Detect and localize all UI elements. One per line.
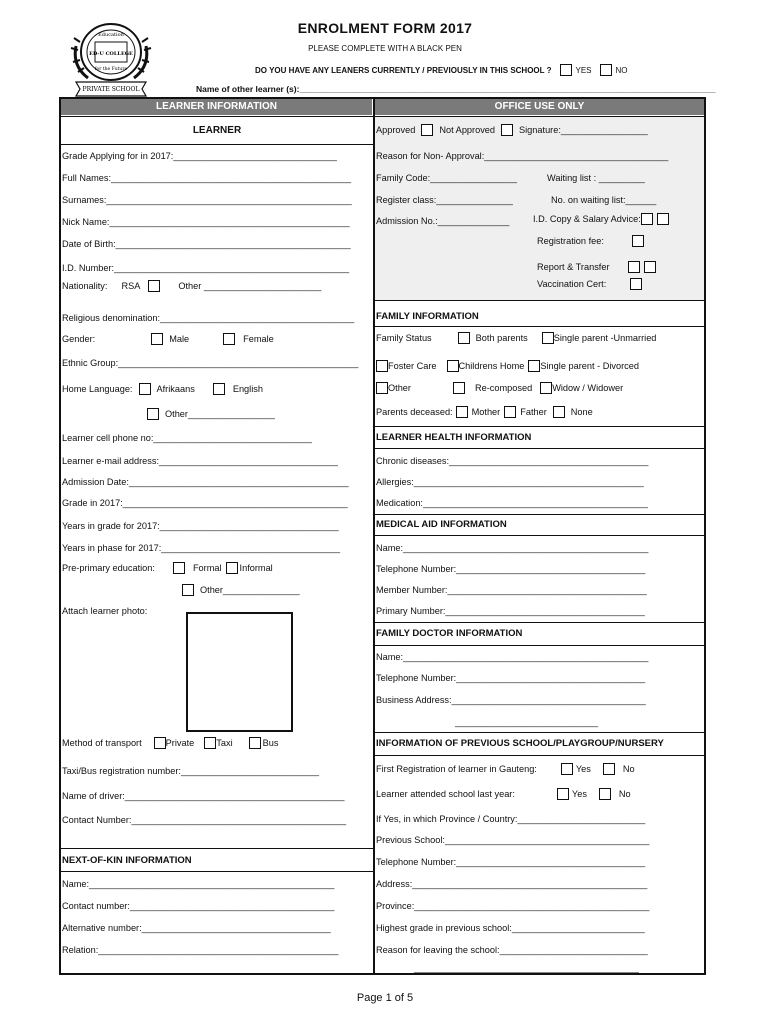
logo-text-top: Education bbox=[98, 32, 124, 38]
nok-name-field[interactable]: Name:________________________________________________ bbox=[62, 879, 335, 889]
yes-label: YES bbox=[575, 65, 592, 75]
register-class-field[interactable]: Register class:_______________ bbox=[376, 195, 513, 205]
doctor-address-field[interactable]: Business Address:______________________________________ bbox=[376, 695, 646, 705]
logo-banner: PRIVATE SCHOOL bbox=[82, 86, 140, 93]
transport-row bbox=[62, 737, 278, 749]
both-parents-checkbox[interactable] bbox=[458, 332, 470, 344]
vaccination-row bbox=[537, 278, 642, 290]
doctor-name-field[interactable]: Name:________________________________________________ bbox=[376, 652, 649, 662]
informal-checkbox[interactable] bbox=[226, 562, 238, 574]
attended-school-label: Learner attended school last year: bbox=[376, 789, 515, 799]
nok-alt-field[interactable]: Alternative number:_____________________________________ bbox=[62, 923, 331, 933]
family-information-heading: FAMILY INFORMATION bbox=[376, 311, 479, 322]
ethnic-group-field[interactable]: Ethnic Group:_______________________________________________ bbox=[62, 358, 359, 368]
not-approved-checkbox[interactable] bbox=[501, 124, 513, 136]
both-parents-label: Both parents bbox=[475, 333, 528, 343]
waiting-list-field[interactable]: Waiting list : _________ bbox=[547, 173, 645, 183]
medical-aid-primary-field[interactable]: Primary Number:_______________________________________ bbox=[376, 606, 645, 616]
family-other-label: Other bbox=[388, 383, 411, 393]
column-divider bbox=[373, 97, 375, 975]
widow-checkbox[interactable] bbox=[540, 382, 552, 394]
driver-name-field[interactable]: Name of driver:___________________________________________ bbox=[62, 791, 345, 801]
previous-school-province-field[interactable]: Province:______________________________________________ bbox=[376, 901, 650, 911]
no-label: NO bbox=[615, 65, 628, 75]
religious-field[interactable]: Religious denomination:______________________________________ bbox=[62, 313, 355, 323]
language-other-field[interactable]: Other_________________ bbox=[165, 409, 275, 419]
date-of-birth-field[interactable]: Date of Birth:______________________________________________ bbox=[62, 239, 351, 249]
recomposed-checkbox[interactable] bbox=[453, 382, 465, 394]
not-approved-label: Not Approved bbox=[439, 125, 496, 135]
surnames-field[interactable]: Surnames:________________________________________________ bbox=[62, 195, 352, 205]
medication-field[interactable]: Medication:____________________________________________ bbox=[376, 498, 648, 508]
health-information-heading: LEARNER HEALTH INFORMATION bbox=[376, 432, 532, 443]
taxi-checkbox[interactable] bbox=[204, 737, 216, 749]
informal-label: Informal bbox=[239, 563, 273, 573]
years-grade-field[interactable]: Years in grade for 2017:___________________________________ bbox=[62, 521, 339, 531]
grade-2017-field[interactable]: Grade in 2017:____________________________________________ bbox=[62, 498, 348, 508]
english-checkbox[interactable] bbox=[213, 383, 225, 395]
grade-applying-field[interactable]: Grade Applying for in 2017:________________________________ bbox=[62, 151, 337, 161]
family-doctor-heading: FAMILY DOCTOR INFORMATION bbox=[376, 628, 523, 639]
medical-aid-heading: MEDICAL AID INFORMATION bbox=[376, 519, 507, 530]
form-subtitle: PLEASE COMPLETE WITH A BLACK PEN bbox=[308, 44, 462, 53]
bus-label: Bus bbox=[262, 738, 279, 748]
family-code-field[interactable]: Family Code:_________________ bbox=[376, 173, 517, 183]
form-title: ENROLMENT FORM 2017 bbox=[297, 20, 473, 36]
previous-school-tel-field[interactable]: Telephone Number:_____________________________________ bbox=[376, 857, 646, 867]
email-field[interactable]: Learner e-mail address:___________________________________ bbox=[62, 456, 338, 466]
none-label: None bbox=[570, 407, 593, 417]
afrikaans-label: Afrikaans bbox=[156, 384, 195, 394]
logo-text-mid: ED-U COLLEGE bbox=[89, 51, 133, 57]
father-checkbox[interactable] bbox=[504, 406, 516, 418]
attended-school-row bbox=[376, 788, 631, 800]
pre-primary-other-field[interactable]: Other_______________ bbox=[200, 585, 300, 595]
admission-number-field[interactable]: Admission No.:______________ bbox=[376, 216, 510, 226]
first-registration-row bbox=[376, 763, 635, 775]
registration-fee-checkbox[interactable] bbox=[632, 235, 644, 247]
transport-label: Method of transport bbox=[62, 738, 142, 748]
first-reg-yes-label: Yes bbox=[575, 764, 591, 774]
medical-aid-tel-field[interactable]: Telephone Number:_____________________________________ bbox=[376, 564, 646, 574]
vaccination-label: Vaccination Cert: bbox=[537, 279, 607, 289]
medical-aid-member-field[interactable]: Member Number:_______________________________________ bbox=[376, 585, 647, 595]
private-label: Private bbox=[165, 738, 195, 748]
female-checkbox[interactable] bbox=[223, 333, 235, 345]
afrikaans-checkbox[interactable] bbox=[139, 383, 151, 395]
formal-checkbox[interactable] bbox=[173, 562, 185, 574]
family-status-row-3 bbox=[376, 382, 623, 394]
attended-yes-checkbox[interactable] bbox=[557, 788, 569, 800]
first-reg-no-checkbox[interactable] bbox=[603, 763, 615, 775]
attended-yes-label: Yes bbox=[571, 789, 587, 799]
registration-fee-row bbox=[537, 235, 644, 247]
photo-label: Attach learner photo: bbox=[62, 606, 148, 616]
current-learners-question bbox=[255, 64, 628, 76]
signature-field[interactable]: Signature:_________________ bbox=[519, 125, 648, 135]
family-other-checkbox[interactable] bbox=[376, 382, 388, 394]
gender-label: Gender: bbox=[62, 334, 96, 344]
single-divorced-label: Single parent - Divorced bbox=[540, 361, 639, 371]
years-phase-field[interactable]: Years in phase for 2017:___________________________________ bbox=[62, 543, 341, 553]
nok-contact-field[interactable]: Contact number:________________________________________ bbox=[62, 901, 335, 911]
doctor-address-line-2[interactable]: ____________________________ bbox=[455, 717, 599, 727]
previous-school-field[interactable]: Previous School:________________________________________ bbox=[376, 835, 650, 845]
parents-deceased-label: Parents deceased: bbox=[376, 407, 453, 417]
foster-care-checkbox[interactable] bbox=[376, 360, 388, 372]
attended-no-checkbox[interactable] bbox=[599, 788, 611, 800]
bus-checkbox[interactable] bbox=[249, 737, 261, 749]
photo-box[interactable] bbox=[186, 612, 293, 732]
first-registration-label: First Registration of learner in Gauteng: bbox=[376, 764, 537, 774]
gender-row bbox=[62, 333, 274, 345]
previous-school-address-field[interactable]: Address:______________________________________________ bbox=[376, 879, 648, 889]
previous-school-heading: INFORMATION OF PREVIOUS SCHOOL/PLAYGROUP/NURSERY bbox=[376, 738, 664, 749]
province-country-field[interactable]: If Yes, in which Province / Country:_________________________ bbox=[376, 814, 646, 824]
id-copy-checkbox[interactable] bbox=[641, 213, 653, 225]
pre-primary-row bbox=[62, 562, 273, 574]
widow-label: Widow / Widower bbox=[552, 383, 624, 393]
formal-label: Formal bbox=[192, 563, 222, 573]
office-use-heading: OFFICE USE ONLY bbox=[375, 99, 704, 115]
single-unmarried-label: Single parent -Unmarried bbox=[553, 333, 657, 343]
childrens-home-label: Childrens Home bbox=[458, 361, 525, 371]
home-language-label: Home Language: bbox=[62, 384, 133, 394]
male-label: Male bbox=[169, 334, 190, 344]
taxi-reg-field[interactable]: Taxi/Bus registration number:___________________________ bbox=[62, 766, 319, 776]
home-language-row bbox=[62, 383, 263, 395]
taxi-label: Taxi bbox=[216, 738, 233, 748]
registration-fee-label: Registration fee: bbox=[537, 236, 604, 246]
childrens-home-checkbox[interactable] bbox=[447, 360, 459, 372]
reason-leaving-field[interactable]: Reason for leaving the school:_____________________________ bbox=[376, 945, 648, 955]
learner-information-heading: LEARNER INFORMATION bbox=[61, 99, 372, 115]
rsa-label: RSA bbox=[121, 281, 141, 291]
vaccination-checkbox[interactable] bbox=[630, 278, 642, 290]
admission-date-field[interactable]: Admission Date:___________________________________________ bbox=[62, 477, 349, 487]
first-reg-yes-checkbox[interactable] bbox=[561, 763, 573, 775]
language-other-checkbox[interactable] bbox=[147, 408, 159, 420]
logo-text-sub: for the Future bbox=[94, 67, 128, 72]
single-unmarried-checkbox[interactable] bbox=[542, 332, 554, 344]
nick-name-field[interactable]: Nick Name:_______________________________________________ bbox=[62, 217, 350, 227]
doctor-tel-field[interactable]: Telephone Number:_____________________________________ bbox=[376, 673, 646, 683]
yes-checkbox[interactable] bbox=[560, 64, 572, 76]
report-checkbox[interactable] bbox=[628, 261, 640, 273]
none-checkbox[interactable] bbox=[553, 406, 565, 418]
next-of-kin-heading: NEXT-OF-KIN INFORMATION bbox=[62, 855, 192, 866]
approved-label: Approved bbox=[376, 125, 416, 135]
foster-care-label: Foster Care bbox=[388, 361, 437, 371]
father-label: Father bbox=[520, 407, 547, 417]
page-number: Page 1 of 5 bbox=[356, 992, 414, 1004]
full-names-field[interactable]: Full Names:_______________________________________________ bbox=[62, 173, 352, 183]
question-text: DO YOU HAVE ANY LEANERS CURRENTLY / PREVIOUSLY IN THIS SCHOOL ? bbox=[255, 65, 552, 75]
language-other-row bbox=[147, 408, 275, 420]
salary-advice-checkbox[interactable] bbox=[657, 213, 669, 225]
pre-primary-label: Pre-primary education: bbox=[62, 563, 155, 573]
approval-row bbox=[376, 124, 648, 136]
id-copy-row bbox=[533, 213, 669, 225]
female-label: Female bbox=[243, 334, 274, 344]
chronic-diseases-field[interactable]: Chronic diseases:_______________________________________ bbox=[376, 456, 649, 466]
no-checkbox[interactable] bbox=[600, 64, 612, 76]
report-transfer-row bbox=[537, 261, 656, 273]
pre-primary-other-checkbox[interactable] bbox=[182, 584, 194, 596]
mother-label: Mother bbox=[471, 407, 501, 417]
approved-checkbox[interactable] bbox=[421, 124, 433, 136]
id-copy-label: I.D. Copy & Salary Advice: bbox=[533, 214, 641, 224]
parents-deceased-row bbox=[376, 406, 593, 418]
male-checkbox[interactable] bbox=[151, 333, 163, 345]
pre-primary-other-row bbox=[182, 584, 300, 596]
medical-aid-name-field[interactable]: Name:________________________________________________ bbox=[376, 543, 649, 553]
non-approval-reason-field[interactable]: Reason for Non- Approval:____________________________________ bbox=[376, 151, 669, 161]
family-status-label: Family Status bbox=[376, 333, 432, 343]
waiting-number-field[interactable]: No. on waiting list:______ bbox=[551, 195, 657, 205]
cell-phone-field[interactable]: Learner cell phone no:_______________________________ bbox=[62, 433, 312, 443]
family-status-row-2 bbox=[376, 360, 639, 372]
id-number-field[interactable]: I.D. Number:______________________________________________ bbox=[62, 263, 350, 273]
nationality-row bbox=[62, 280, 321, 292]
single-divorced-checkbox[interactable] bbox=[528, 360, 540, 372]
learner-title: LEARNER bbox=[192, 125, 242, 136]
first-reg-no-label: No bbox=[622, 764, 635, 774]
english-label: English bbox=[232, 384, 263, 394]
nok-relation-field[interactable]: Relation:_______________________________________________ bbox=[62, 945, 339, 955]
nationality-other-field[interactable]: Other _______________________ bbox=[178, 281, 322, 291]
family-status-row bbox=[376, 332, 656, 344]
attended-no-label: No bbox=[618, 789, 631, 799]
mother-checkbox[interactable] bbox=[456, 406, 468, 418]
report-transfer-label: Report & Transfer bbox=[537, 262, 610, 272]
transfer-checkbox[interactable] bbox=[644, 261, 656, 273]
private-checkbox[interactable] bbox=[154, 737, 166, 749]
highest-grade-field[interactable]: Highest grade in previous school:__________________________ bbox=[376, 923, 645, 933]
reason-leaving-line-2[interactable]: ____________________________________________ bbox=[414, 963, 639, 973]
other-learner-field[interactable]: Name of other learner (s):________________________________________________________________________________________ bbox=[196, 84, 716, 94]
contact-number-field[interactable]: Contact Number:__________________________________________ bbox=[62, 815, 347, 825]
rsa-checkbox[interactable] bbox=[148, 280, 160, 292]
recomposed-label: Re-composed bbox=[474, 383, 533, 393]
nationality-label: Nationality: bbox=[62, 281, 108, 291]
allergies-field[interactable]: Allergies:_____________________________________________ bbox=[376, 477, 644, 487]
